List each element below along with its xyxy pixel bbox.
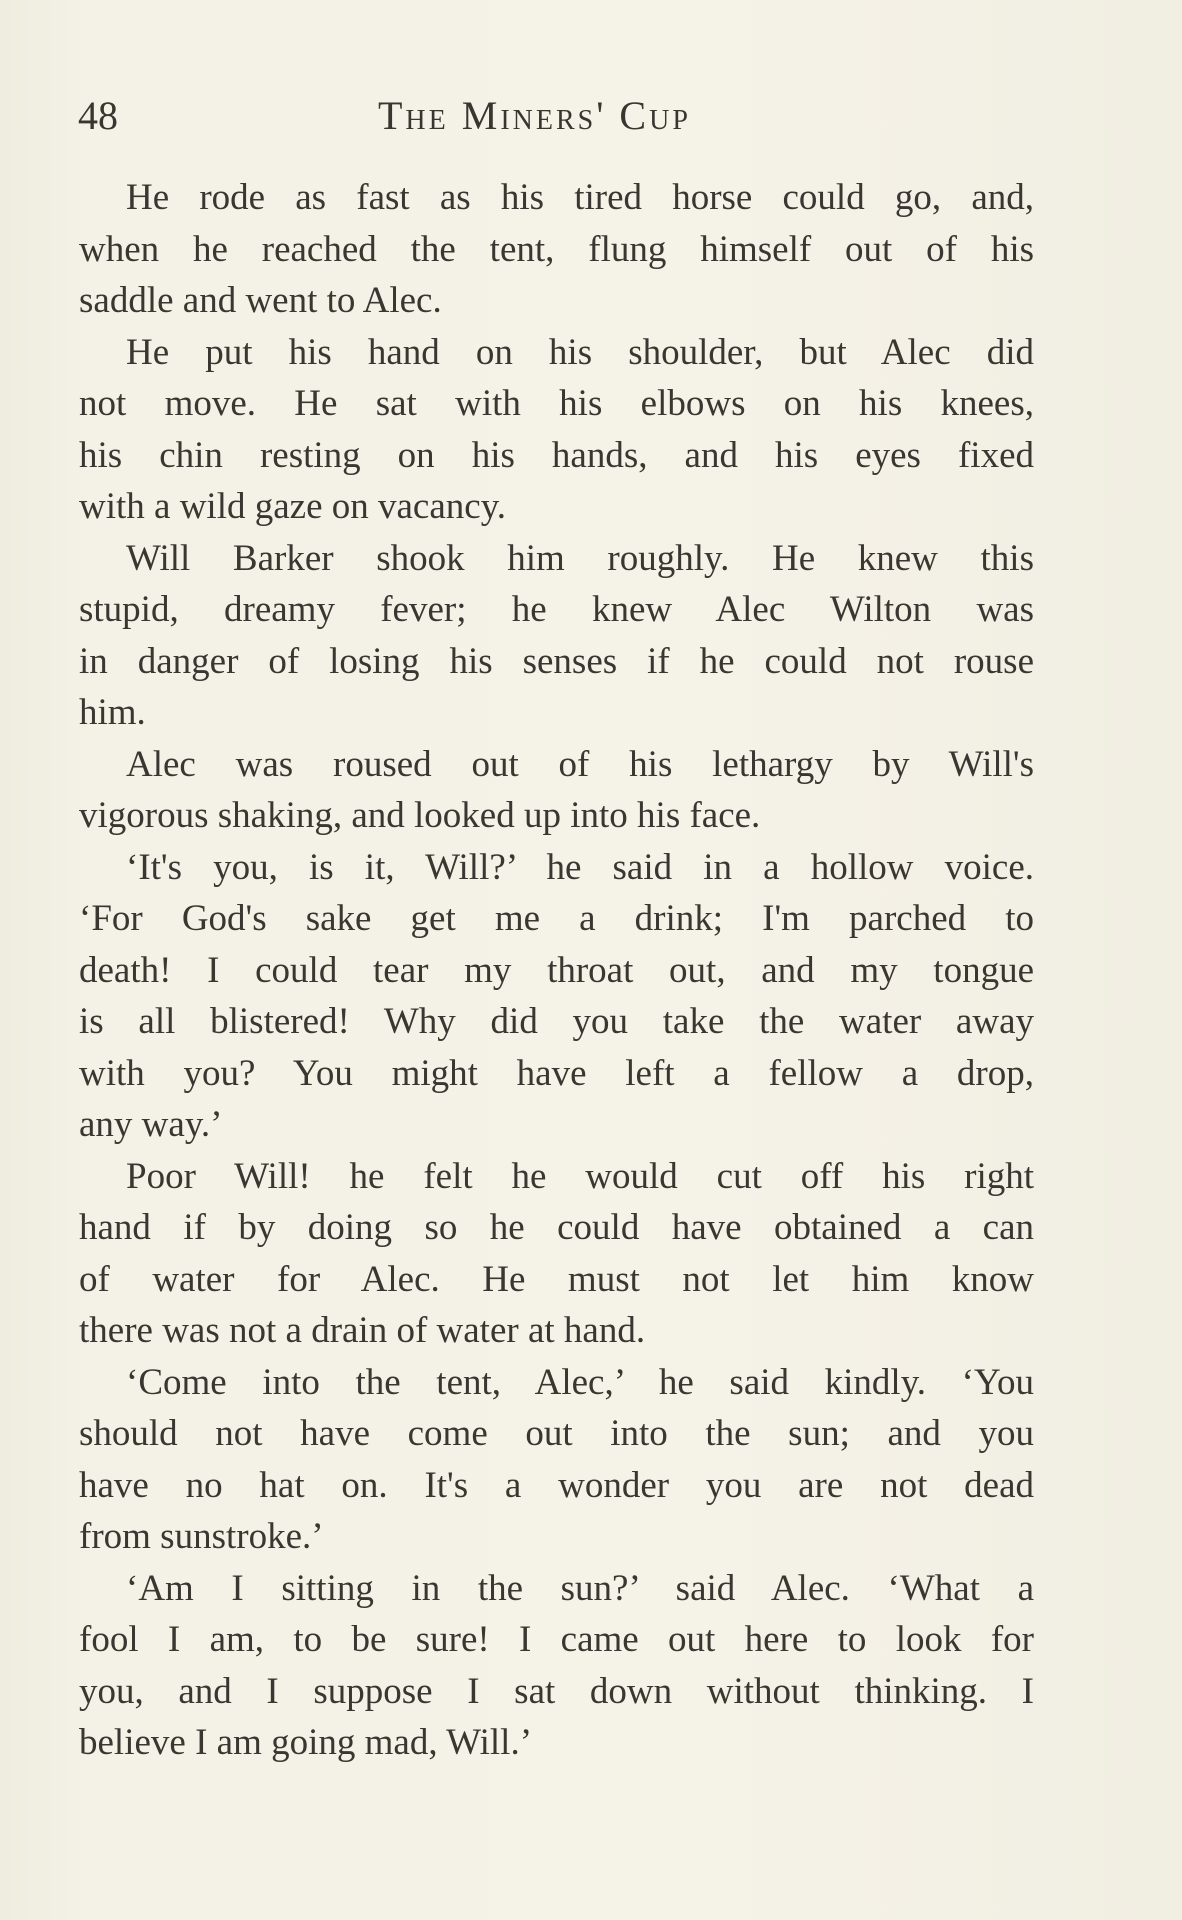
text-line: fool I am, to be sure! I came out here to look for [79, 1619, 1034, 1660]
text-line: any way.’ [79, 1104, 223, 1145]
text-line: ‘For God's sake get me a drink; I'm parched to [79, 898, 1034, 939]
text-line: He rode as fast as his tired horse could go, and, [126, 177, 1034, 218]
text-line: ‘Am I sitting in the sun?’ said Alec. ‘What a [126, 1567, 1034, 1609]
text-line: not move. He sat with his elbows on his knees, [79, 383, 1034, 424]
text-line: there was not a drain of water at hand. [79, 1310, 646, 1351]
text-line: Will Barker shook him roughly. He knew this [126, 537, 1034, 579]
text-line: with a wild gaze on vacancy. [79, 486, 507, 527]
text-line: is all blistered! Why did you take the water away [79, 1001, 1034, 1042]
body-text [79, 172, 1034, 1769]
text-line: Poor Will! he felt he would cut off his right [126, 1155, 1034, 1197]
running-title: The Miners' Cup [378, 93, 691, 138]
text-line: vigorous shaking, and looked up into his face. [79, 795, 761, 836]
text-line: ‘Come into the tent, Alec,’ he said kindly. ‘You [126, 1361, 1034, 1403]
text-line: should not have come out into the sun; and you [79, 1413, 1034, 1454]
text-line: with you? You might have left a fellow a drop, [79, 1052, 1034, 1094]
text-line: hand if by doing so he could have obtained a can [79, 1207, 1034, 1248]
text-line: you, and I suppose I sat down without thinking. I [79, 1670, 1034, 1712]
text-line: from sunstroke.’ [79, 1516, 324, 1557]
text-line: stupid, dreamy fever; he knew Alec Wilton was [79, 589, 1034, 630]
text-line: have no hat on. It's a wonder you are not dead [79, 1464, 1034, 1506]
page-header [78, 92, 1038, 142]
text-line: of water for Alec. He must not let him know [79, 1258, 1034, 1300]
text-line: saddle and went to Alec. [79, 280, 442, 321]
text-line: Alec was roused out of his lethargy by Will's [126, 743, 1034, 785]
text-line: when he reached the tent, flung himself out of his [79, 228, 1034, 270]
text-line: ‘It's you, is it, Will?’ he said in a hollow voice. [126, 846, 1034, 888]
text-line: in danger of losing his senses if he could not rouse [79, 640, 1034, 682]
text-line: believe I am going mad, Will.’ [79, 1722, 533, 1763]
text-line: He put his hand on his shoulder, but Alec did [126, 331, 1034, 373]
text-line: death! I could tear my throat out, and my tongue [79, 949, 1034, 991]
text-line: him. [79, 692, 146, 733]
text-line: his chin resting on his hands, and his eyes fixed [79, 434, 1034, 476]
page-number: 48 [78, 93, 118, 138]
